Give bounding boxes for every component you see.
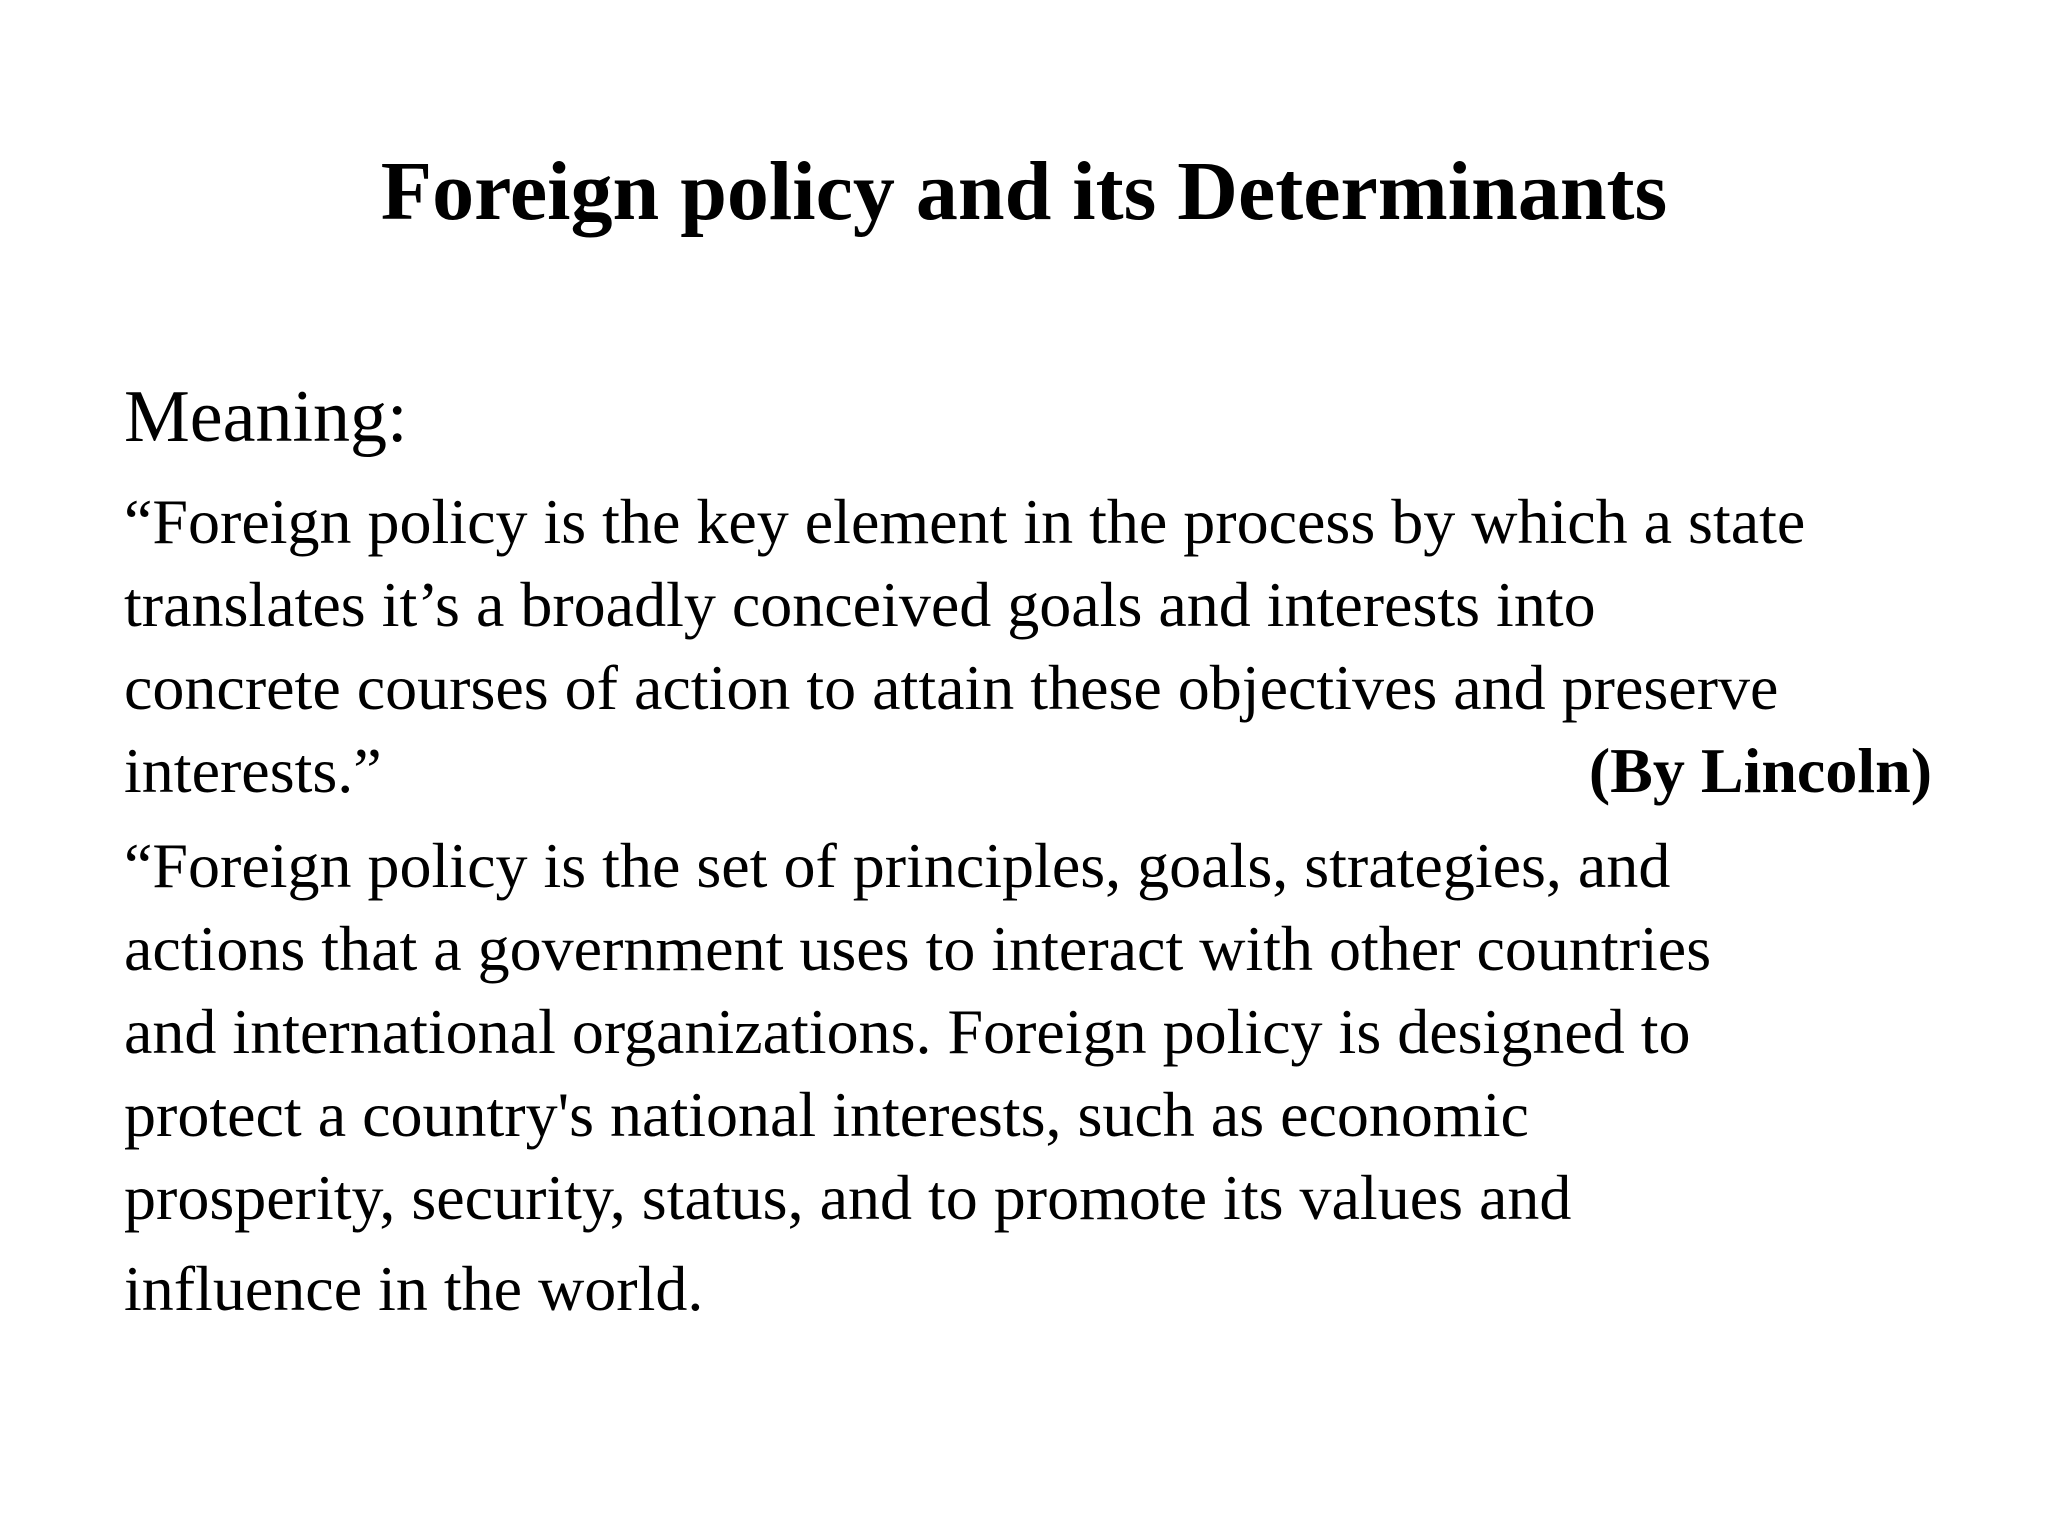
quote-line: interests.” — [124, 735, 382, 806]
quote-line: “Foreign policy is the key element in the process by which a state — [124, 486, 1806, 557]
quote-attribution: (By Lincoln) — [1588, 735, 1932, 806]
quote-line: “Foreign policy is the set of principles, goals, strategies, and — [124, 830, 1671, 901]
quote-line: translates it’s a broadly conceived goals and interests into — [124, 569, 1596, 640]
section-heading: Meaning: — [124, 376, 408, 458]
quote-line: prosperity, security, status, and to promote its values and — [124, 1162, 1572, 1233]
quote-line: concrete courses of action to attain these objectives and preserve — [124, 652, 1779, 723]
quote-line: influence in the world. — [124, 1253, 704, 1324]
quote-lincoln — [124, 480, 1944, 812]
quote-line: actions that a government uses to interact with other countries — [124, 913, 1712, 984]
quote-line: protect a country's national interests, such as economic — [124, 1079, 1529, 1150]
quote-last-line — [124, 729, 1932, 812]
quote-definition — [124, 824, 1944, 1330]
slide-body — [124, 376, 1944, 1330]
quote-line: and international organizations. Foreign policy is designed to — [124, 996, 1691, 1067]
slide-title: Foreign policy and its Determinants — [380, 145, 1668, 238]
